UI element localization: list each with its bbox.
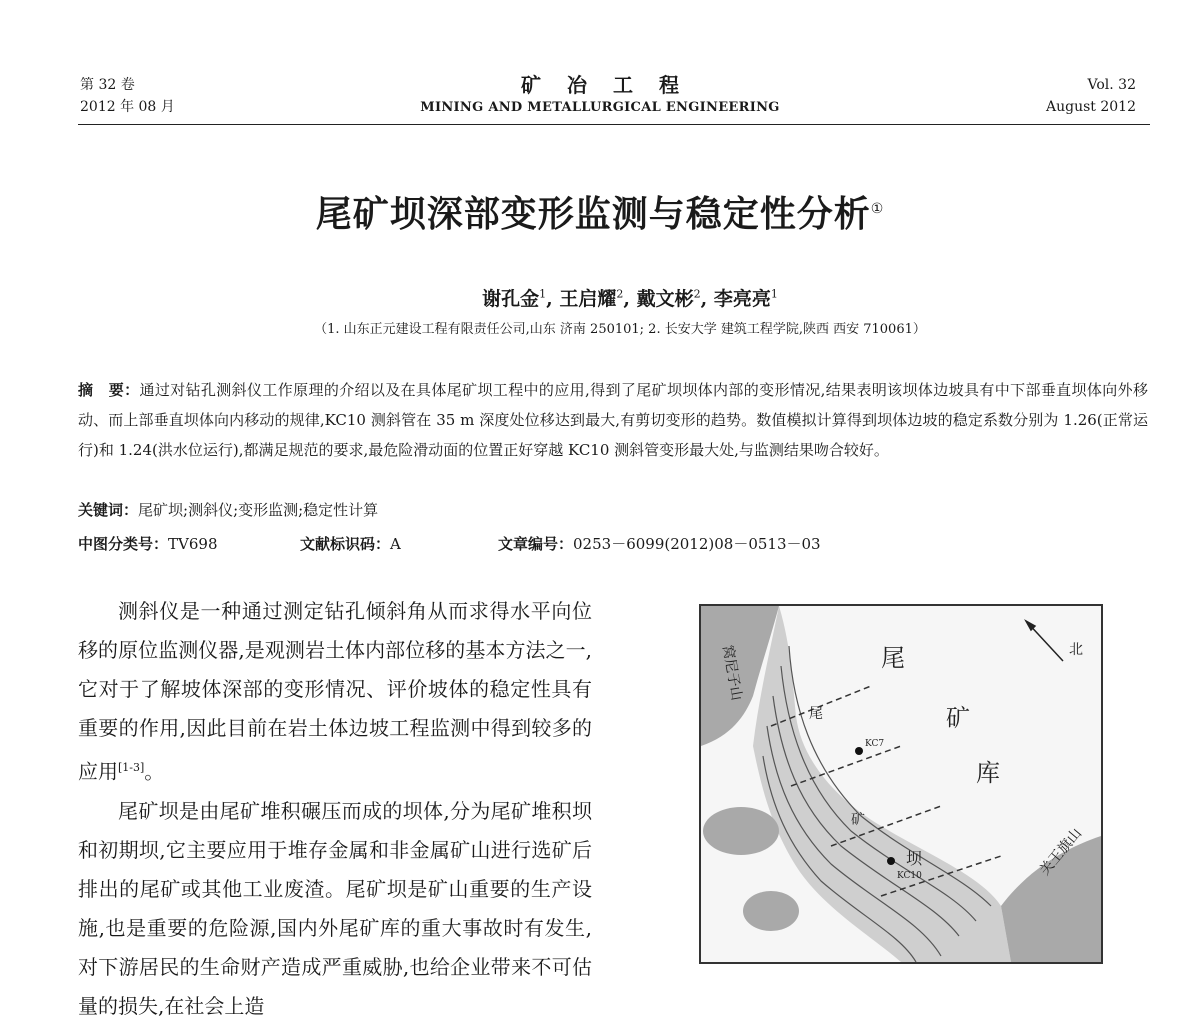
clc-value: TV698: [168, 535, 218, 553]
header-right: [1046, 74, 1136, 118]
title-footnote-mark: ①: [870, 201, 885, 217]
journal-header: [0, 72, 1200, 118]
author: 王启耀: [559, 288, 617, 310]
doc-code-label: 文献标识码：: [300, 535, 391, 553]
paragraph: [78, 592, 592, 792]
keywords: [78, 498, 378, 522]
header-rule: [78, 124, 1150, 125]
paragraph: [78, 792, 592, 1026]
keywords-label: 关键词：: [78, 501, 139, 519]
map-label: 矿: [946, 704, 970, 732]
pond-lower: [743, 891, 799, 931]
classification-line: [78, 532, 978, 556]
author-affil-mark: 1: [539, 287, 547, 301]
kc10-marker: [887, 857, 895, 865]
map-label: KC10: [897, 871, 922, 881]
date-cn: 2012 年 08 月: [80, 99, 175, 115]
article-no-label: 文章编号：: [498, 535, 574, 553]
map-label: 矿: [851, 812, 865, 828]
author: 戴文彬: [636, 288, 694, 310]
author-affil-mark: 1: [770, 287, 778, 301]
journal-title-cn: 矿冶工程: [521, 73, 705, 97]
abstract-text: 通过对钻孔测斜仪工作原理的介绍以及在具体尾矿坝工程中的应用,得到了尾矿坝坝体内部的变形情况,结果表明该坝体边坡具有中下部垂直坝体向外移动、而上部垂直坝体向内移动的规律,KC10 测斜管在 35 m 深度处位移达到最大,有剪切变形的趋势。数值模拟计算得到坝体边坡的稳定系数分别为 1.26(正常运行)和 1.24(洪水位运行),都满足规范的要求,最危险滑动面的位置正好穿越 KC10 测斜管变形最大处,与监测结果吻合较好。: [78, 381, 1148, 459]
paragraph-text: 尾矿坝是由尾矿堆积碾压而成的坝体,分为尾矿堆积坝和初期坝,它主要应用于堆存金属和非金属矿山进行选矿后排出的尾矿或其他工业废渣。尾矿坝是矿山重要的生产设施,也是重要的危险源,国内外尾矿库的重大事故时有发生,对下游居民的生命财产造成严重威胁,也给企业带来不可估量的损失,在社会上造: [78, 798, 592, 1018]
site-map-drawing: [701, 606, 1101, 962]
paragraph-end: 。: [144, 759, 165, 784]
journal-title-en: MINING AND METALLURGICAL ENGINEERING: [420, 100, 780, 115]
date-en: August 2012: [1046, 99, 1136, 115]
author-list: 谢孔金$^1$, 王启耀$^2$, 戴文彬$^2$, 李亮亮$^1$: [482, 287, 778, 310]
abstract: [78, 375, 1148, 465]
volume-cn: 第 32 卷: [80, 77, 135, 93]
map-label: 尾: [881, 644, 905, 672]
citation: [1-3]: [118, 761, 145, 774]
author: 谢孔金: [482, 288, 540, 310]
author: 李亮亮: [713, 288, 771, 310]
map-label: 北: [1069, 642, 1083, 658]
affiliations: （1. 山东正元建设工程有限责任公司,山东 济南 250101; 2. 长安大学 建筑工程学院,陕西 西安 710061）: [314, 322, 926, 337]
title-text: 尾矿坝深部变形监测与稳定性分析: [315, 194, 871, 235]
map-label: KC7: [865, 739, 885, 749]
paragraph-text: 测斜仪是一种通过测定钻孔倾斜角从而求得水平向位移的原位监测仪器,是观测岩土体内部位移的基本方法之一,它对于了解坡体深部的变形情况、评价坡体的稳定性具有重要的作用,因此目前在岩土体边坡工程监测中得到较多的应用: [78, 599, 592, 784]
site-map-figure: [699, 604, 1103, 964]
author-affil-mark: 2: [693, 287, 701, 301]
paper-title: [0, 186, 1200, 237]
map-label: 尾: [809, 706, 823, 722]
abstract-label: 摘 要：: [78, 381, 140, 399]
pond-left: [703, 807, 779, 855]
body-text: [78, 592, 592, 1026]
kc7-marker: [855, 747, 863, 755]
map-label: 窝尼子山: [719, 643, 745, 702]
volume-en: Vol. 32: [1087, 77, 1136, 93]
clc-label: 中图分类号：: [78, 535, 169, 553]
map-label: 库: [976, 759, 1000, 787]
map-label: 关王旗山: [1036, 825, 1086, 879]
doc-code-value: A: [390, 535, 401, 553]
article-no-value: 0253－6099(2012)08－0513－03: [573, 535, 821, 553]
map-label: 坝: [906, 849, 923, 868]
keywords-text: 尾矿坝;测斜仪;变形监测;稳定性计算: [138, 501, 379, 519]
author-affil-mark: 2: [616, 287, 624, 301]
